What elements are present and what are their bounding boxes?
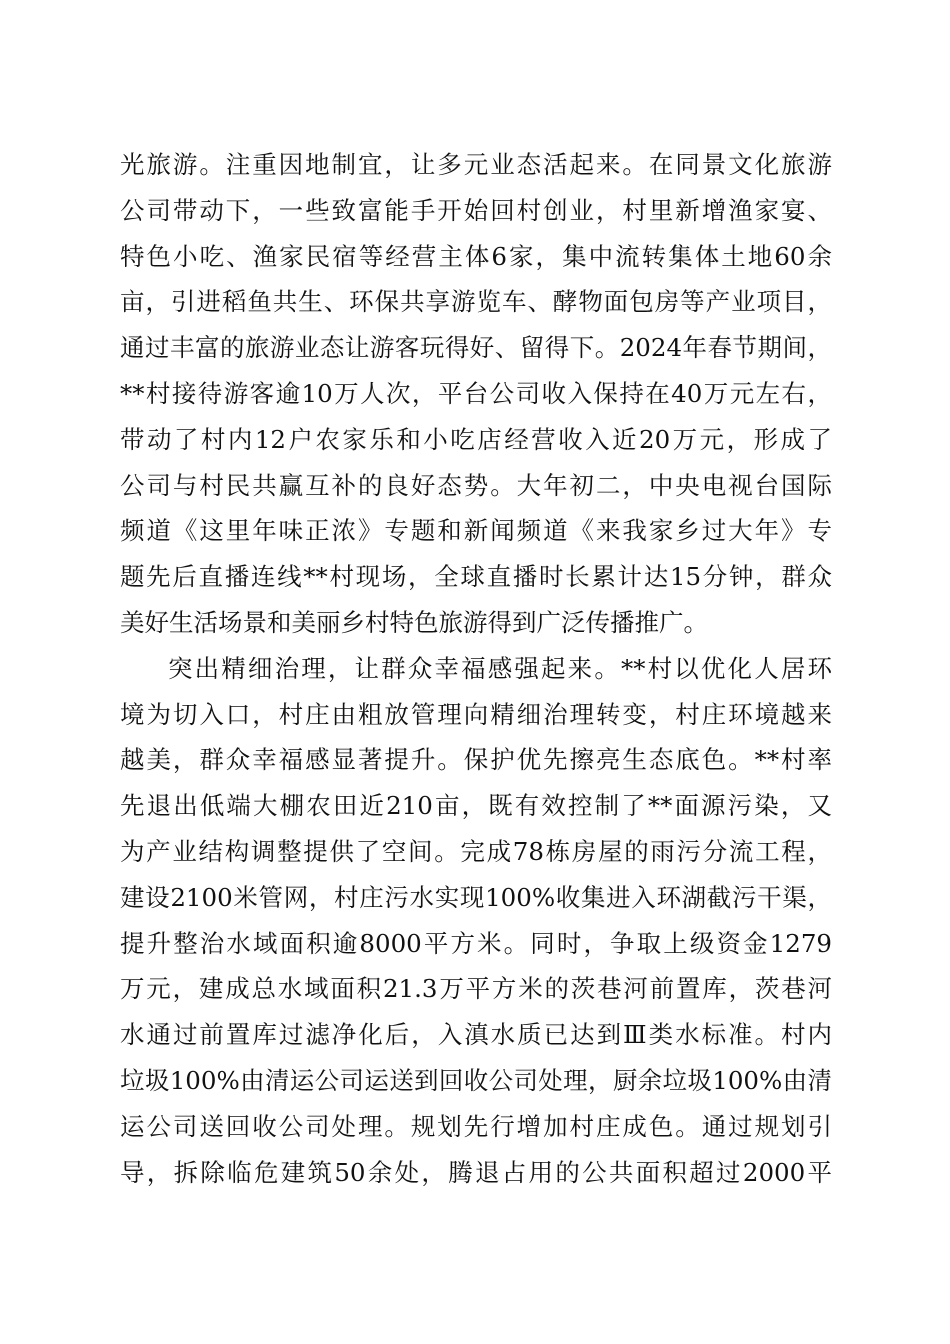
text-line: 越美，群众幸福感显著提升。保护优先擦亮生态底色。**村率 (120, 745, 832, 775)
text-line: 先退出低端大棚农田近210亩，既有效控制了**面源污染，又 (120, 791, 832, 821)
text-line: 带动了村内12户农家乐和小吃店经营收入近20万元，形成了 (120, 424, 832, 454)
text-line: 突出精细治理，让群众幸福感强起来。**村以优化人居环 (168, 653, 832, 683)
paragraph-tourism (120, 142, 832, 646)
text-line: 美好生活场景和美丽乡村特色旅游得到广泛传播推广。 (120, 607, 708, 637)
text-line: 建设2100米管网，村庄污水实现100%收集进入环湖截污干渠， (120, 882, 832, 912)
text-line: 通过丰富的旅游业态让游客玩得好、留得下。2024年春节期间， (120, 333, 832, 363)
text-line: 特色小吃、渔家民宿等经营主体6家，集中流转集体土地60余 (120, 241, 832, 271)
document-body (120, 142, 832, 1195)
text-line: 万元，建成总水域面积21.3万平方米的茨巷河前置库，茨巷河 (120, 974, 832, 1004)
text-line: 垃圾100%由清运公司运送到回收公司处理，厨余垃圾100%由清 (120, 1065, 832, 1095)
text-line: 为产业结构调整提供了空间。完成78栋房屋的雨污分流工程， (120, 836, 832, 866)
text-line: 公司带动下，一些致富能手开始回村创业，村里新增渔家宴、 (120, 195, 832, 225)
text-line: 导，拆除临危建筑50余处，腾退占用的公共面积超过2000平 (120, 1157, 832, 1187)
text-line: 亩，引进稻鱼共生、环保共享游览车、酵物面包房等产业项目， (120, 287, 832, 317)
text-line: 频道《这里年味正浓》专题和新闻频道《来我家乡过大年》专 (120, 516, 832, 546)
text-line: 境为切入口，村庄由粗放管理向精细治理转变，村庄环境越来 (120, 699, 832, 729)
text-line: 水通过前置库过滤净化后，入滇水质已达到Ⅲ类水标准。村内 (120, 1020, 832, 1050)
paragraph-governance (120, 646, 832, 1196)
text-line: 公司与村民共赢互补的良好态势。大年初二，中央电视台国际 (120, 470, 832, 500)
text-line: 题先后直播连线**村现场，全球直播时长累计达15分钟，群众 (120, 562, 832, 592)
text-line: 提升整治水域面积逾8000平方米。同时，争取上级资金1279 (120, 928, 832, 958)
text-line: 光旅游。注重因地制宜，让多元业态活起来。在同景文化旅游 (120, 150, 832, 179)
text-line: 运公司送回收公司处理。规划先行增加村庄成色。通过规划引 (120, 1111, 832, 1141)
text-line: **村接待游客逾10万人次，平台公司收入保持在40万元左右， (120, 378, 832, 408)
